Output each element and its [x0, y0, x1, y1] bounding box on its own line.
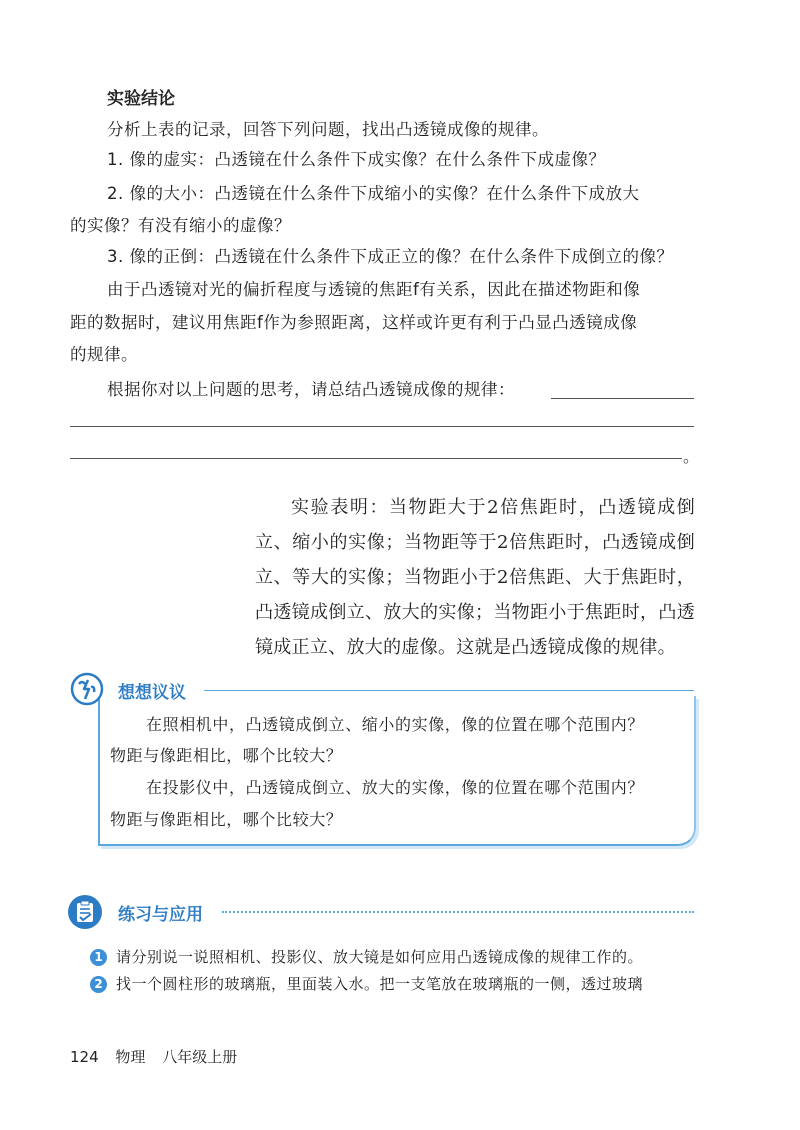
summary-prompt: 根据你对以上问题的思考，请总结凸透镜成像的规律：: [107, 380, 515, 399]
exercise-item-1: 请分别说一说照相机、投影仪、放大镜是如何应用凸透镜成像的规律工作的。: [116, 948, 644, 966]
question-1: 1. 像的虚实：凸透镜在什么条件下成实像？在什么条件下成虚像？: [107, 150, 606, 169]
think-line-3: 在投影仪中，凸透镜成倒立、放大的实像，像的位置在哪个范围内？: [146, 778, 645, 797]
note-line-3: 的规律。: [70, 345, 138, 364]
think-discuss-title: 想想议议: [118, 683, 186, 703]
exercise-icon: [66, 893, 104, 931]
answer-blank-3[interactable]: [70, 458, 682, 459]
exercise-title: 练习与应用: [118, 905, 203, 925]
experiment-conclusion: 实验表明：当物距大于2倍焦距时，凸透镜成倒立、缩小的实像；当物距等于2倍焦距时，凸透镜成倒立、等大的实像；当物距小于2倍焦距、大于焦距时，凸透镜成倒立、放大的实像；当物距小于焦距时，凸透镜成正立、放大的虚像。这就是凸透镜成像的规律。: [255, 497, 695, 658]
answer-blank-2[interactable]: [70, 426, 694, 427]
footer-grade: 八年级上册: [162, 1048, 238, 1066]
question-3: 3. 像的正倒：凸透镜在什么条件下成正立的像？在什么条件下成倒立的像？: [107, 247, 674, 266]
think-discuss-rule: [204, 690, 694, 691]
note-line-2: 距的数据时，建议用焦距f作为参照距离，这样或许更有利于凸显凸透镜成像: [70, 313, 638, 332]
exercise-item-2: 找一个圆柱形的玻璃瓶，里面装入水。把一支笔放在玻璃瓶的一侧，透过玻璃: [116, 975, 644, 993]
exercise-rule: [222, 911, 694, 913]
page-number: 124: [70, 1048, 99, 1066]
answer-blank-1[interactable]: [551, 398, 694, 399]
think-line-2: 物距与像距相比，哪个比较大？: [110, 746, 343, 765]
exercise-number-badge: 2: [90, 976, 107, 993]
think-line-1: 在照相机中，凸透镜成倒立、缩小的实像，像的位置在哪个范围内？: [146, 715, 645, 734]
think-line-4: 物距与像距相比，哪个比较大？: [110, 810, 343, 829]
intro-line: 分析上表的记录，回答下列问题，找出凸透镜成像的规律。: [107, 120, 549, 139]
question-2-cont: 的实像？有没有缩小的虚像？: [70, 216, 291, 235]
note-line-1: 由于凸透镜对光的偏折程度与透镜的焦距f有关系，因此在描述物距和像: [107, 280, 641, 299]
exercise-number-badge: 1: [90, 949, 107, 966]
footer-subject: 物理: [115, 1048, 146, 1066]
answer-period: 。: [683, 447, 700, 466]
think-discuss-icon: [70, 672, 104, 706]
page-footer: [70, 1046, 249, 1067]
section-heading: 实验结论: [107, 89, 175, 109]
question-2: 2. 像的大小：凸透镜在什么条件下成缩小的实像？在什么条件下成放大: [107, 184, 640, 203]
